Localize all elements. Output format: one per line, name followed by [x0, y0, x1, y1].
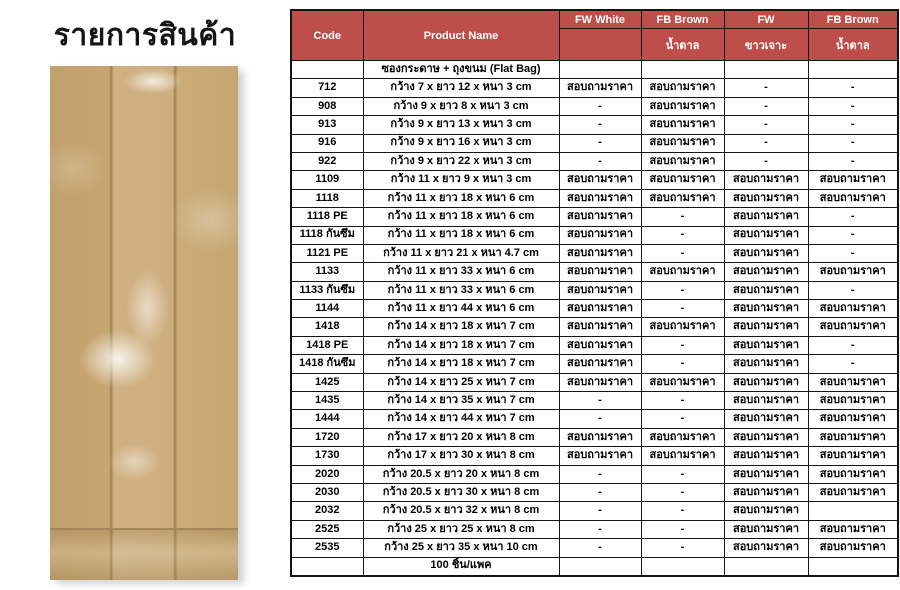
price-cell: [808, 557, 898, 576]
table-row: [291, 97, 898, 115]
price-cell: สอบถามราคา: [724, 281, 808, 299]
col-header-fw: FW: [724, 10, 808, 29]
price-cell: -: [724, 134, 808, 152]
price-cell: สอบถามราคา: [559, 428, 641, 446]
price-cell: สอบถามราคา: [641, 263, 724, 281]
product-name-cell: กว้าง 11 x ยาว 33 x หนา 6 cm: [363, 281, 559, 299]
code-cell: 1118 กันซึม: [291, 226, 363, 244]
product-name-cell: กว้าง 14 x ยาว 18 x หนา 7 cm: [363, 336, 559, 354]
price-cell: -: [724, 97, 808, 115]
price-cell: -: [641, 208, 724, 226]
code-cell: 1425: [291, 373, 363, 391]
price-cell: สอบถามราคา: [724, 263, 808, 281]
price-cell: สอบถามราคา: [641, 97, 724, 115]
price-cell: สอบถามราคา: [808, 447, 898, 465]
price-cell: สอบถามราคา: [724, 410, 808, 428]
table-row: [291, 336, 898, 354]
price-cell: [641, 61, 724, 79]
price-cell: สอบถามราคา: [559, 300, 641, 318]
product-name-cell: กว้าง 14 x ยาว 25 x หนา 7 cm: [363, 373, 559, 391]
price-cell: -: [641, 539, 724, 557]
price-cell: -: [808, 281, 898, 299]
table-row: [291, 392, 898, 410]
price-cell: สอบถามราคา: [724, 300, 808, 318]
price-cell: สอบถามราคา: [808, 520, 898, 538]
price-cell: -: [641, 392, 724, 410]
code-cell: 1720: [291, 428, 363, 446]
product-price-table: [290, 9, 899, 577]
price-cell: -: [808, 152, 898, 170]
price-cell: -: [559, 465, 641, 483]
col-header-fw-white: FW White: [559, 10, 641, 29]
code-cell: 1121 PE: [291, 244, 363, 262]
product-name-cell: กว้าง 11 x ยาว 44 x หนา 6 cm: [363, 300, 559, 318]
table-row: [291, 557, 898, 576]
table-row: [291, 520, 898, 538]
product-name-cell: กว้าง 14 x ยาว 18 x หนา 7 cm: [363, 318, 559, 336]
table-row: [291, 263, 898, 281]
price-cell: สอบถามราคา: [724, 392, 808, 410]
code-cell: 1133 กันซึม: [291, 281, 363, 299]
table-header: [291, 10, 898, 61]
price-cell: สอบถามราคา: [808, 539, 898, 557]
price-cell: สอบถามราคา: [559, 171, 641, 189]
table-row: [291, 483, 898, 501]
price-cell: สอบถามราคา: [724, 465, 808, 483]
price-cell: สอบถามราคา: [808, 373, 898, 391]
code-cell: 1418 PE: [291, 336, 363, 354]
price-cell: -: [808, 244, 898, 262]
table-row: [291, 189, 898, 207]
price-cell: -: [808, 226, 898, 244]
price-cell: -: [641, 244, 724, 262]
price-cell: สอบถามราคา: [559, 336, 641, 354]
price-cell: -: [641, 300, 724, 318]
table-row: [291, 281, 898, 299]
table-row: [291, 447, 898, 465]
code-cell: 1118 PE: [291, 208, 363, 226]
table-row: [291, 465, 898, 483]
code-cell: 1144: [291, 300, 363, 318]
product-name-cell: กว้าง 9 x ยาว 13 x หนา 3 cm: [363, 116, 559, 134]
code-cell: 2535: [291, 539, 363, 557]
price-cell: -: [641, 226, 724, 244]
price-cell: สอบถามราคา: [724, 539, 808, 557]
code-cell: 1435: [291, 392, 363, 410]
product-name-cell: กว้าง 20.5 x ยาว 32 x หนา 8 cm: [363, 502, 559, 520]
product-name-cell: 100 ชิ้น/แพค: [363, 557, 559, 576]
price-cell: สอบถามราคา: [808, 392, 898, 410]
price-cell: สอบถามราคา: [724, 244, 808, 262]
product-name-cell: กว้าง 14 x ยาว 35 x หนา 7 cm: [363, 392, 559, 410]
price-cell: สอบถามราคา: [559, 226, 641, 244]
left-pane: [0, 0, 290, 590]
code-cell: 2020: [291, 465, 363, 483]
price-cell: -: [724, 79, 808, 97]
price-cell: สอบถามราคา: [641, 447, 724, 465]
product-name-cell: กว้าง 11 x ยาว 21 x หนา 4.7 cm: [363, 244, 559, 262]
price-cell: สอบถามราคา: [559, 355, 641, 373]
product-name-cell: กว้าง 20.5 x ยาว 30 x หนา 8 cm: [363, 483, 559, 501]
table-row: [291, 410, 898, 428]
table-row: [291, 171, 898, 189]
table-row: [291, 116, 898, 134]
price-cell: -: [808, 134, 898, 152]
price-cell: -: [724, 152, 808, 170]
product-name-cell: กว้าง 17 x ยาว 20 x หนา 8 cm: [363, 428, 559, 446]
price-cell: สอบถามราคา: [559, 373, 641, 391]
price-cell: [808, 502, 898, 520]
price-cell: -: [559, 539, 641, 557]
code-cell: 2030: [291, 483, 363, 501]
price-cell: -: [641, 355, 724, 373]
price-cell: -: [808, 79, 898, 97]
code-cell: [291, 557, 363, 576]
code-cell: 2032: [291, 502, 363, 520]
price-cell: สอบถามราคา: [724, 428, 808, 446]
product-name-cell: กว้าง 11 x ยาว 33 x หนา 6 cm: [363, 263, 559, 281]
price-cell: -: [808, 336, 898, 354]
price-cell: สอบถามราคา: [808, 318, 898, 336]
price-cell: -: [641, 502, 724, 520]
product-name-cell: ซองกระดาษ + ถุงขนม (Flat Bag): [363, 61, 559, 79]
price-cell: สอบถามราคา: [559, 208, 641, 226]
product-name-cell: กว้าง 11 x ยาว 18 x หนา 6 cm: [363, 189, 559, 207]
price-cell: [724, 557, 808, 576]
col-subheader-fw: ขาวเจาะ: [724, 29, 808, 61]
code-cell: 1418: [291, 318, 363, 336]
table-row: [291, 502, 898, 520]
price-cell: สอบถามราคา: [724, 208, 808, 226]
price-cell: สอบถามราคา: [641, 373, 724, 391]
product-name-cell: กว้าง 25 x ยาว 35 x หนา 10 cm: [363, 539, 559, 557]
table-row: [291, 428, 898, 446]
price-cell: สอบถามราคา: [808, 483, 898, 501]
price-cell: สอบถามราคา: [724, 318, 808, 336]
code-cell: 922: [291, 152, 363, 170]
table-row: [291, 300, 898, 318]
price-cell: สอบถามราคา: [641, 171, 724, 189]
price-cell: สอบถามราคา: [641, 152, 724, 170]
price-cell: สอบถามราคา: [808, 263, 898, 281]
code-cell: 1418 กันซึม: [291, 355, 363, 373]
price-cell: -: [724, 116, 808, 134]
code-cell: [291, 61, 363, 79]
price-cell: -: [559, 134, 641, 152]
price-cell: สอบถามราคา: [641, 428, 724, 446]
table-row: [291, 61, 898, 79]
price-cell: -: [641, 410, 724, 428]
table-row: [291, 79, 898, 97]
code-cell: 1444: [291, 410, 363, 428]
table-row: [291, 355, 898, 373]
price-cell: สอบถามราคา: [808, 428, 898, 446]
product-price-table-container: [290, 9, 899, 577]
table-row: [291, 208, 898, 226]
price-cell: -: [559, 502, 641, 520]
price-cell: สอบถามราคา: [808, 171, 898, 189]
price-cell: สอบถามราคา: [724, 373, 808, 391]
product-name-cell: กว้าง 11 x ยาว 18 x หนา 6 cm: [363, 226, 559, 244]
price-cell: สอบถามราคา: [641, 134, 724, 152]
price-cell: สอบถามราคา: [808, 300, 898, 318]
price-cell: สอบถามราคา: [724, 226, 808, 244]
bag-bottom-fold: [50, 528, 238, 580]
price-cell: สอบถามราคา: [641, 79, 724, 97]
table-row: [291, 226, 898, 244]
price-cell: สอบถามราคา: [559, 244, 641, 262]
price-cell: สอบถามราคา: [559, 189, 641, 207]
code-cell: 1730: [291, 447, 363, 465]
price-cell: สอบถามราคา: [559, 318, 641, 336]
price-cell: -: [808, 208, 898, 226]
price-cell: -: [559, 392, 641, 410]
price-cell: [559, 61, 641, 79]
price-cell: -: [559, 483, 641, 501]
product-name-cell: กว้าง 17 x ยาว 30 x หนา 8 cm: [363, 447, 559, 465]
price-cell: สอบถามราคา: [724, 189, 808, 207]
code-cell: 913: [291, 116, 363, 134]
price-cell: -: [559, 520, 641, 538]
price-cell: -: [559, 410, 641, 428]
product-name-cell: กว้าง 14 x ยาว 44 x หนา 7 cm: [363, 410, 559, 428]
col-header-product-name: Product Name: [363, 10, 559, 61]
code-cell: 712: [291, 79, 363, 97]
price-cell: -: [808, 355, 898, 373]
col-header-fb-brown-2: FB Brown: [808, 10, 898, 29]
code-cell: 1109: [291, 171, 363, 189]
table-row: [291, 373, 898, 391]
price-cell: [808, 61, 898, 79]
price-cell: -: [559, 152, 641, 170]
price-cell: สอบถามราคา: [808, 410, 898, 428]
product-name-cell: กว้าง 20.5 x ยาว 20 x หนา 8 cm: [363, 465, 559, 483]
price-cell: -: [559, 97, 641, 115]
kraft-paper-flat-bag-photo: [50, 66, 238, 580]
price-cell: -: [641, 483, 724, 501]
price-cell: สอบถามราคา: [724, 483, 808, 501]
table-row: [291, 134, 898, 152]
price-cell: [724, 61, 808, 79]
table-row: [291, 244, 898, 262]
product-name-cell: กว้าง 14 x ยาว 18 x หนา 7 cm: [363, 355, 559, 373]
price-cell: สอบถามราคา: [724, 355, 808, 373]
price-cell: สอบถามราคา: [808, 465, 898, 483]
price-cell: -: [641, 465, 724, 483]
price-cell: [641, 557, 724, 576]
price-cell: -: [641, 336, 724, 354]
price-cell: สอบถามราคา: [724, 171, 808, 189]
price-cell: สอบถามราคา: [808, 189, 898, 207]
code-cell: 1118: [291, 189, 363, 207]
table-row: [291, 318, 898, 336]
price-cell: -: [641, 520, 724, 538]
product-name-cell: กว้าง 7 x ยาว 12 x หนา 3 cm: [363, 79, 559, 97]
col-subheader-fb-brown-2: น้ำตาล: [808, 29, 898, 61]
table-row: [291, 152, 898, 170]
price-cell: สอบถามราคา: [724, 502, 808, 520]
product-name-cell: กว้าง 9 x ยาว 8 x หนา 3 cm: [363, 97, 559, 115]
price-cell: -: [641, 281, 724, 299]
price-cell: สอบถามราคา: [641, 189, 724, 207]
col-header-code: Code: [291, 10, 363, 61]
col-header-fb-brown-1: FB Brown: [641, 10, 724, 29]
table-body: [291, 61, 898, 576]
page-title: รายการสินค้า: [53, 19, 237, 52]
price-cell: -: [559, 116, 641, 134]
price-cell: -: [808, 97, 898, 115]
code-cell: 1133: [291, 263, 363, 281]
price-cell: [559, 557, 641, 576]
product-name-cell: กว้าง 11 x ยาว 9 x หนา 3 cm: [363, 171, 559, 189]
price-cell: สอบถามราคา: [724, 447, 808, 465]
price-cell: สอบถามราคา: [559, 263, 641, 281]
product-name-cell: กว้าง 9 x ยาว 22 x หนา 3 cm: [363, 152, 559, 170]
price-cell: สอบถามราคา: [724, 520, 808, 538]
product-name-cell: กว้าง 11 x ยาว 18 x หนา 6 cm: [363, 208, 559, 226]
code-cell: 908: [291, 97, 363, 115]
price-cell: สอบถามราคา: [641, 318, 724, 336]
table-row: [291, 539, 898, 557]
price-cell: สอบถามราคา: [641, 116, 724, 134]
price-cell: สอบถามราคา: [724, 336, 808, 354]
price-cell: สอบถามราคา: [559, 79, 641, 97]
product-name-cell: กว้าง 25 x ยาว 25 x หนา 8 cm: [363, 520, 559, 538]
header-row-main: [291, 10, 898, 29]
product-name-cell: กว้าง 9 x ยาว 16 x หนา 3 cm: [363, 134, 559, 152]
code-cell: 916: [291, 134, 363, 152]
price-cell: สอบถามราคา: [559, 447, 641, 465]
code-cell: 2525: [291, 520, 363, 538]
col-subheader-fb-brown-1: น้ำตาล: [641, 29, 724, 61]
col-subheader-fw-white: [559, 29, 641, 61]
price-cell: -: [808, 116, 898, 134]
price-cell: สอบถามราคา: [559, 281, 641, 299]
